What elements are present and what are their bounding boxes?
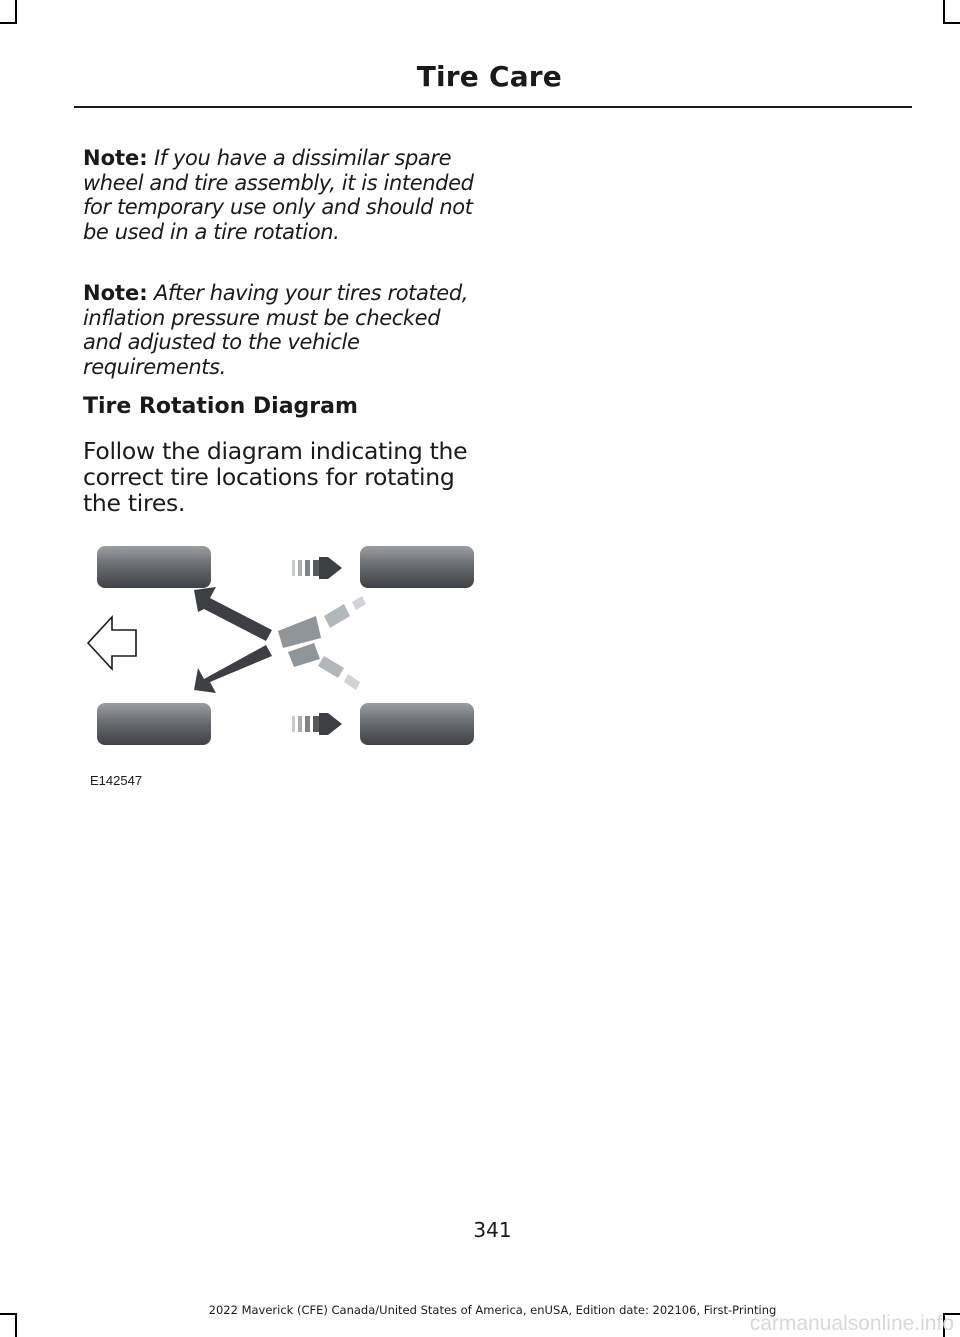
tire-right-front [360, 546, 474, 588]
cross-dash-segments-icon [278, 596, 366, 690]
front-direction-arrow-icon [88, 617, 136, 669]
watermark: carmanualsonline.info [749, 1312, 954, 1335]
figure-id: E142547 [90, 773, 143, 788]
note-text: If you have a dissimilar spare wheel and tire assembly, it is intended for temporary use only and should not be used in a tire rotation. [83, 146, 474, 244]
crop-mark [943, 0, 945, 22]
note-label: Note: [83, 281, 148, 305]
header-divider [74, 106, 912, 108]
page-footer: 2022 Maverick (CFE) Canada/United States of America, enUSA, Edition date: 202106, First-Printing [208, 1303, 777, 1317]
section-body: Follow the diagram indicating the correct tire locations for rotating the tires. [83, 437, 468, 517]
tire-left-rear [97, 703, 211, 745]
cross-arrow-to-rear-icon [194, 645, 272, 693]
section-heading: Tire Rotation Diagram [83, 394, 358, 419]
note-inflation [83, 281, 478, 379]
page-title: Tire Care [416, 60, 562, 93]
tire-right-rear [360, 703, 474, 745]
tire-left-front [97, 546, 211, 588]
straight-arrow-rear-icon [292, 713, 342, 735]
note-text: After having your tires rotated, inflation pressure must be checked and adjusted to the vehicle requirements. [83, 281, 469, 379]
note-spare-wheel [83, 146, 478, 244]
crop-mark [15, 0, 17, 22]
cross-arrow-to-front-icon [194, 587, 272, 641]
crop-mark [0, 22, 17, 24]
tire-rotation-diagram [80, 528, 480, 768]
note-label: Note: [83, 146, 148, 170]
crop-mark [943, 22, 960, 24]
page-number: 341 [473, 1218, 512, 1242]
straight-arrow-front-icon [292, 557, 342, 579]
